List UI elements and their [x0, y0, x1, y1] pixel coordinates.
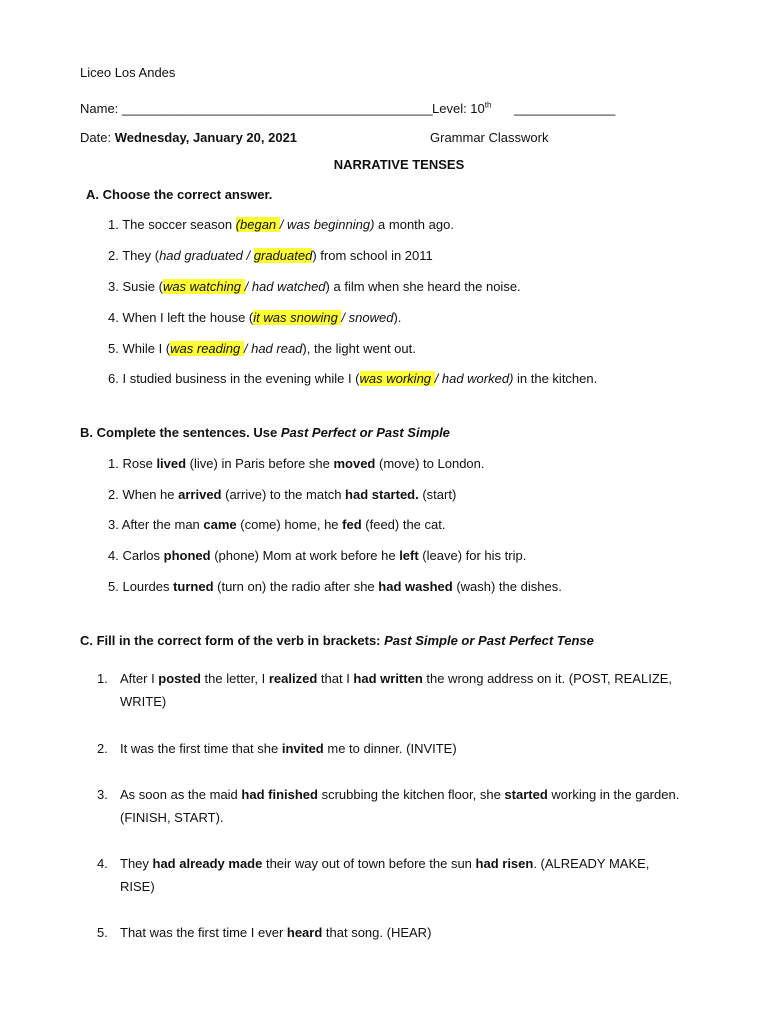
answer-verb: came — [203, 517, 237, 532]
item-number: 1. — [108, 217, 123, 232]
highlighted-answer: (began — [235, 217, 280, 232]
item-text: Rose — [122, 456, 157, 471]
item-number: 2. — [108, 248, 123, 263]
section-b-heading-italic: Past Perfect or Past Simple — [280, 425, 450, 440]
item-text: Carlos — [122, 548, 164, 563]
item-text: ) a film when she heard the noise. — [325, 279, 521, 294]
level-field — [432, 101, 491, 117]
answer-verb: heard — [286, 925, 323, 940]
highlighted-answer: graduated — [253, 248, 313, 263]
item-text: I studied business in the evening while I ( — [122, 371, 360, 386]
item-text: the letter, I — [200, 671, 269, 686]
highlighted-answer: was reading — [170, 341, 244, 356]
answer-verb: fed — [342, 517, 362, 532]
section-c-item-continuation: WRITE) — [120, 694, 167, 709]
item-number: 1. — [97, 671, 108, 686]
item-number: 3. — [108, 517, 122, 532]
section-b-item — [108, 579, 562, 595]
item-text: While I ( — [122, 341, 171, 356]
item-number: 6. — [108, 371, 123, 386]
item-number: 4. — [108, 548, 123, 563]
section-c-item — [120, 787, 679, 803]
item-text: me to dinner. (INVITE) — [323, 741, 457, 756]
section-c-item — [120, 741, 457, 757]
answer-verb: phoned — [163, 548, 211, 563]
item-text: had graduated / — [159, 248, 254, 263]
section-a-item — [108, 279, 521, 295]
item-number: 3. — [108, 279, 123, 294]
item-text: / had read — [243, 341, 303, 356]
highlighted-answer: was watching — [162, 279, 245, 294]
item-text: in the kitchen. — [513, 371, 598, 386]
section-c-heading — [80, 633, 594, 649]
level-sup: th — [484, 100, 492, 110]
highlighted-answer: it was snowing — [253, 310, 342, 325]
section-b-heading-text: B. Complete the sentences. Use — [80, 425, 281, 440]
date-line — [80, 130, 297, 146]
highlighted-answer: was working — [359, 371, 435, 386]
item-number: 2. — [97, 741, 108, 756]
item-text: . (ALREADY MAKE, — [533, 856, 650, 871]
section-b-item — [108, 487, 456, 503]
answer-verb: arrived — [178, 487, 222, 502]
item-text: (start) — [418, 487, 457, 502]
item-text: the wrong address on it. (POST, REALIZE, — [422, 671, 673, 686]
item-text: (feed) the cat. — [361, 517, 446, 532]
item-text: (wash) the dishes. — [452, 579, 562, 594]
section-c-item — [120, 925, 431, 941]
section-c-heading-italic: Past Simple or Past Perfect Tense — [384, 633, 594, 648]
answer-verb: turned — [173, 579, 214, 594]
section-b-item — [108, 456, 485, 472]
item-text: / was beginning) — [279, 217, 375, 232]
item-text: It was the first time that she — [120, 741, 282, 756]
answer-verb: invited — [281, 741, 324, 756]
item-number: 4. — [108, 310, 123, 325]
answer-verb: had started. — [345, 487, 419, 502]
section-b-heading — [80, 425, 450, 441]
item-text: their way out of town before the sun — [262, 856, 476, 871]
classwork-label: Grammar Classwork — [430, 130, 549, 145]
item-text: (move) to London. — [375, 456, 485, 471]
name-field-label — [80, 101, 433, 117]
item-number: 5. — [108, 579, 123, 594]
item-text: (arrive) to the match — [221, 487, 346, 502]
item-text: After I — [120, 671, 159, 686]
item-text: / had worked) — [434, 371, 514, 386]
section-c-item — [120, 856, 649, 872]
section-c-item-continuation: (FINISH, START). — [120, 810, 224, 825]
answer-verb: had finished — [241, 787, 318, 802]
item-text: (turn on) the radio after she — [213, 579, 379, 594]
item-text: scrubbing the kitchen floor, she — [317, 787, 505, 802]
level-label: Level: 10 — [432, 101, 485, 116]
answer-verb: posted — [158, 671, 201, 686]
item-number: 4. — [97, 856, 108, 871]
section-c-item-continuation: RISE) — [120, 879, 155, 894]
page-title: NARRATIVE TENSES — [333, 157, 465, 172]
item-number: 1. — [108, 456, 123, 471]
date-label: Date: — [80, 130, 115, 145]
section-b-item — [108, 517, 445, 533]
section-a-item — [108, 248, 433, 264]
item-number: 2. — [108, 487, 123, 502]
school-name: Liceo Los Andes — [80, 65, 176, 80]
item-text: After the man — [121, 517, 204, 532]
item-text: that song. (HEAR) — [322, 925, 432, 940]
item-text: The soccer season — [122, 217, 236, 232]
answer-verb: moved — [333, 456, 376, 471]
item-text: ) from school in 2011 — [312, 248, 433, 263]
section-a-item — [108, 341, 416, 357]
date-value: Wednesday, January 20, 2021 — [114, 130, 298, 145]
section-a-item — [108, 310, 401, 326]
item-number: 3. — [97, 787, 108, 802]
item-text: Susie ( — [122, 279, 163, 294]
item-text: Lourdes — [122, 579, 174, 594]
item-text: As soon as the maid — [120, 787, 242, 802]
item-text: working in the garden. — [547, 787, 680, 802]
item-text: (leave) for his trip. — [418, 548, 527, 563]
item-text: / snowed — [341, 310, 394, 325]
item-number: 5. — [97, 925, 108, 940]
item-text: They — [120, 856, 153, 871]
section-a-item — [108, 371, 597, 387]
item-text: a month ago. — [374, 217, 454, 232]
item-text: They ( — [122, 248, 160, 263]
item-text: ). — [393, 310, 402, 325]
answer-verb: had already made — [152, 856, 263, 871]
item-text: When he — [122, 487, 179, 502]
section-b-item — [108, 548, 526, 564]
item-text: / had watched — [244, 279, 326, 294]
section-a-heading: A. Choose the correct answer. — [86, 187, 273, 202]
answer-verb: started — [504, 787, 548, 802]
answer-verb: lived — [156, 456, 187, 471]
item-text: When I left the house ( — [122, 310, 254, 325]
item-number: 5. — [108, 341, 123, 356]
item-text: ), the light went out. — [302, 341, 416, 356]
item-text: That was the first time I ever — [120, 925, 287, 940]
level-blank: ______________ — [514, 101, 616, 116]
item-text: (come) home, he — [236, 517, 343, 532]
section-c-heading-text: C. Fill in the correct form of the verb in brackets: — [80, 633, 385, 648]
section-c-item — [120, 671, 672, 687]
answer-verb: had written — [353, 671, 423, 686]
item-text: that I — [317, 671, 354, 686]
answer-verb: left — [399, 548, 419, 563]
answer-verb: realized — [268, 671, 318, 686]
answer-verb: had risen — [475, 856, 534, 871]
item-text: (phone) Mom at work before he — [210, 548, 400, 563]
answer-verb: had washed — [378, 579, 453, 594]
name-label: Name: ___________________________________________ — [80, 101, 433, 116]
item-text: (live) in Paris before she — [186, 456, 334, 471]
section-a-item — [108, 217, 454, 233]
